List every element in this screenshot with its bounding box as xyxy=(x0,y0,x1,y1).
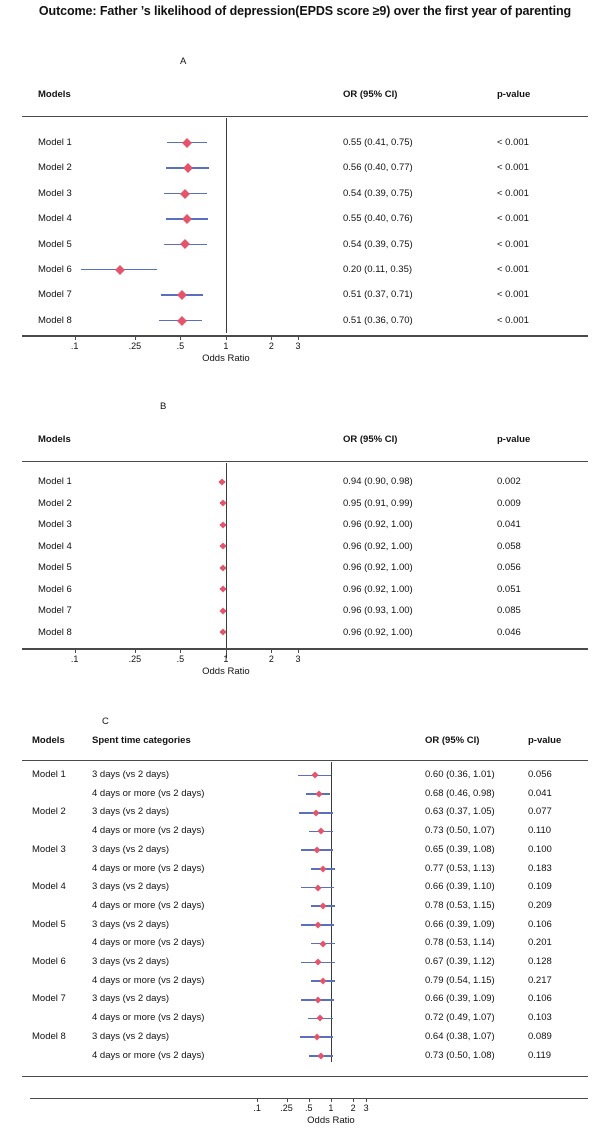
table-row xyxy=(0,308,610,333)
table-row xyxy=(0,471,610,493)
row-or-ci: 0.64 (0.38, 1.07) xyxy=(425,1030,495,1042)
panel-letter: B xyxy=(160,401,167,412)
x-axis-tick xyxy=(271,649,272,653)
row-pvalue: 0.183 xyxy=(528,862,552,874)
bottom-rule xyxy=(22,1076,588,1077)
row-or-ci: 0.56 (0.40, 0.77) xyxy=(343,162,413,174)
table-row xyxy=(0,130,610,155)
row-pvalue: < 0.001 xyxy=(497,137,529,148)
row-pvalue: 0.056 xyxy=(528,769,552,780)
x-axis-tick xyxy=(226,336,227,340)
header-models: Models xyxy=(38,434,71,445)
table-row xyxy=(0,972,610,991)
row-or-ci: 0.95 (0.91, 0.99) xyxy=(343,497,413,509)
x-axis-line xyxy=(22,649,588,650)
x-axis-tick xyxy=(257,1098,258,1102)
row-or-ci: 0.72 (0.49, 1.07) xyxy=(425,1012,495,1024)
row-or-ci: 0.66 (0.39, 1.09) xyxy=(425,993,495,1005)
row-pvalue: 0.077 xyxy=(528,806,552,818)
row-model-label: Model 4 xyxy=(32,881,66,893)
x-axis-tick-label: 3 xyxy=(295,341,301,351)
row-pvalue: < 0.001 xyxy=(497,314,529,326)
table-header-row xyxy=(0,429,610,450)
header-pvalue: p-value xyxy=(497,434,531,445)
row-model-label: Model 3 xyxy=(38,187,72,199)
x-axis-tick-label: .25 xyxy=(128,654,142,664)
table-row xyxy=(0,493,610,515)
row-model-label: Model 4 xyxy=(38,540,72,552)
forest-panel-b xyxy=(0,393,610,708)
row-pvalue: 0.056 xyxy=(497,562,521,573)
row-or-ci: 0.96 (0.92, 1.00) xyxy=(343,583,413,595)
row-category-label: 3 days (vs 2 days) xyxy=(92,806,170,818)
table-row xyxy=(0,206,610,231)
table-row xyxy=(0,514,610,536)
row-pvalue: 0.209 xyxy=(528,899,552,911)
row-model-label: Model 7 xyxy=(38,605,72,616)
row-pvalue: 0.106 xyxy=(528,993,552,1005)
x-axis-tick-label: .1 xyxy=(70,654,79,664)
header-or: OR (95% CI) xyxy=(343,434,398,445)
row-pvalue: 0.109 xyxy=(528,881,552,893)
x-axis-tick xyxy=(271,336,272,340)
row-pvalue: 0.058 xyxy=(497,540,521,552)
row-pvalue: 0.009 xyxy=(497,497,521,509)
row-or-ci: 0.96 (0.93, 1.00) xyxy=(343,605,413,616)
table-row xyxy=(0,282,610,307)
x-axis-tick-label: 2 xyxy=(268,341,274,351)
x-axis-tick xyxy=(180,336,181,340)
row-category-label: 3 days (vs 2 days) xyxy=(92,769,170,780)
x-axis-title: Odds Ratio xyxy=(202,666,250,677)
row-model-label: Model 2 xyxy=(38,497,72,509)
table-row xyxy=(0,579,610,601)
x-axis-tick xyxy=(309,1098,310,1102)
row-or-ci: 0.73 (0.50, 1.08) xyxy=(425,1049,495,1061)
row-category-label: 4 days or more (vs 2 days) xyxy=(92,899,205,911)
row-model-label: Model 8 xyxy=(38,314,72,326)
row-pvalue: 0.103 xyxy=(528,1012,552,1024)
row-or-ci: 0.78 (0.53, 1.15) xyxy=(425,899,495,911)
row-pvalue: < 0.001 xyxy=(497,264,529,275)
row-or-ci: 0.78 (0.53, 1.14) xyxy=(425,937,495,949)
row-or-ci: 0.54 (0.39, 0.75) xyxy=(343,238,413,250)
x-axis-tick-label: .5 xyxy=(176,341,185,351)
row-model-label: Model 8 xyxy=(38,626,72,638)
header-rule xyxy=(22,760,588,761)
row-or-ci: 0.55 (0.41, 0.75) xyxy=(343,137,413,148)
table-row xyxy=(0,155,610,180)
row-category-label: 4 days or more (vs 2 days) xyxy=(92,1049,205,1061)
x-axis-tick-label: .5 xyxy=(304,1103,313,1113)
row-pvalue: 0.051 xyxy=(497,583,521,595)
row-model-label: Model 2 xyxy=(38,162,72,174)
row-category-label: 4 days or more (vs 2 days) xyxy=(92,937,205,949)
x-axis-tick-label: 3 xyxy=(295,654,301,664)
table-row xyxy=(0,1009,610,1028)
row-or-ci: 0.66 (0.39, 1.10) xyxy=(425,881,495,893)
row-pvalue: 0.085 xyxy=(497,605,521,616)
table-row xyxy=(0,934,610,953)
x-axis-tick xyxy=(226,649,227,653)
x-axis-tick-label: .25 xyxy=(128,341,142,351)
row-model-label: Model 5 xyxy=(32,918,66,930)
x-axis-title: Odds Ratio xyxy=(202,353,250,364)
table-header-row xyxy=(0,84,610,105)
row-category-label: 3 days (vs 2 days) xyxy=(92,956,170,967)
row-or-ci: 0.96 (0.92, 1.00) xyxy=(343,562,413,573)
table-row xyxy=(0,622,610,644)
row-model-label: Model 1 xyxy=(38,137,72,148)
panel-letter: A xyxy=(180,56,187,67)
row-category-label: 3 days (vs 2 days) xyxy=(92,843,170,855)
row-or-ci: 0.63 (0.37, 1.05) xyxy=(425,806,495,818)
row-pvalue: 0.106 xyxy=(528,918,552,930)
x-axis-tick-label: 1 xyxy=(223,341,229,351)
row-model-label: Model 1 xyxy=(32,769,66,780)
x-axis-tick xyxy=(287,1098,288,1102)
header-pvalue: p-value xyxy=(497,89,531,100)
header-or: OR (95% CI) xyxy=(343,89,398,100)
row-model-label: Model 3 xyxy=(38,519,72,530)
row-or-ci: 0.65 (0.39, 1.08) xyxy=(425,843,495,855)
x-axis-tick-label: .5 xyxy=(176,654,185,664)
row-category-label: 3 days (vs 2 days) xyxy=(92,881,170,893)
row-or-ci: 0.67 (0.39, 1.12) xyxy=(425,956,495,967)
row-model-label: Model 6 xyxy=(38,583,72,595)
x-axis-tick xyxy=(75,336,76,340)
row-model-label: Model 7 xyxy=(38,289,72,301)
x-axis-tick xyxy=(135,649,136,653)
table-row xyxy=(0,600,610,622)
row-or-ci: 0.66 (0.39, 1.09) xyxy=(425,918,495,930)
row-model-label: Model 6 xyxy=(32,956,66,967)
table-row xyxy=(0,785,610,804)
x-axis-tick xyxy=(331,1098,332,1102)
row-model-label: Model 5 xyxy=(38,238,72,250)
x-axis-line xyxy=(22,336,588,337)
table-header-row xyxy=(0,730,610,751)
row-or-ci: 0.77 (0.53, 1.13) xyxy=(425,862,495,874)
row-category-label: 4 days or more (vs 2 days) xyxy=(92,862,205,874)
row-model-label: Model 4 xyxy=(38,213,72,225)
row-category-label: 4 days or more (vs 2 days) xyxy=(92,787,205,799)
row-or-ci: 0.51 (0.36, 0.70) xyxy=(343,314,413,326)
x-axis-tick-label: .25 xyxy=(280,1103,293,1113)
table-row xyxy=(0,181,610,206)
row-pvalue: < 0.001 xyxy=(497,238,529,250)
row-pvalue: 0.089 xyxy=(528,1030,552,1042)
row-or-ci: 0.79 (0.54, 1.15) xyxy=(425,974,495,986)
row-pvalue: 0.002 xyxy=(497,476,521,487)
header-pvalue: p-value xyxy=(528,735,562,746)
row-pvalue: 0.041 xyxy=(528,787,552,799)
table-row xyxy=(0,557,610,579)
row-or-ci: 0.68 (0.46, 0.98) xyxy=(425,787,495,799)
table-row xyxy=(0,860,610,879)
header-models: Models xyxy=(32,735,65,746)
row-pvalue: < 0.001 xyxy=(497,162,529,174)
x-axis-tick xyxy=(353,1098,354,1102)
row-category-label: 4 days or more (vs 2 days) xyxy=(92,825,205,837)
x-axis-tick xyxy=(366,1098,367,1102)
row-or-ci: 0.20 (0.11, 0.35) xyxy=(343,264,413,275)
row-pvalue: 0.100 xyxy=(528,843,552,855)
row-model-label: Model 7 xyxy=(32,993,66,1005)
panel-letter: C xyxy=(102,716,109,727)
row-category-label: 4 days or more (vs 2 days) xyxy=(92,974,205,986)
x-axis-title: Odds Ratio xyxy=(307,1115,355,1126)
row-or-ci: 0.94 (0.90, 0.98) xyxy=(343,476,413,487)
row-or-ci: 0.96 (0.92, 1.00) xyxy=(343,519,413,530)
x-axis-tick-label: 2 xyxy=(350,1103,356,1113)
x-axis-tick xyxy=(135,336,136,340)
table-row xyxy=(0,897,610,916)
row-or-ci: 0.54 (0.39, 0.75) xyxy=(343,187,413,199)
row-model-label: Model 3 xyxy=(32,843,66,855)
x-axis-tick xyxy=(298,336,299,340)
x-axis-tick xyxy=(75,649,76,653)
row-pvalue: 0.046 xyxy=(497,626,521,638)
table-row xyxy=(0,536,610,558)
row-model-label: Model 2 xyxy=(32,806,66,818)
row-category-label: 3 days (vs 2 days) xyxy=(92,918,170,930)
row-or-ci: 0.51 (0.37, 0.71) xyxy=(343,289,413,301)
header-rule xyxy=(22,116,588,117)
row-category-label: 4 days or more (vs 2 days) xyxy=(92,1012,205,1024)
x-axis-tick-label: .1 xyxy=(70,341,79,351)
row-pvalue: 0.119 xyxy=(528,1049,552,1061)
row-pvalue: 0.217 xyxy=(528,974,552,986)
row-pvalue: < 0.001 xyxy=(497,289,529,301)
x-axis-tick-label: 1 xyxy=(328,1103,334,1113)
header-or: OR (95% CI) xyxy=(425,735,480,746)
figure-title: Outcome: Father ’s likelihood of depression(EPDS score ≥9) over the first year of parenting xyxy=(38,4,572,18)
row-model-label: Model 8 xyxy=(32,1030,66,1042)
header-rule xyxy=(22,461,588,462)
table-row xyxy=(0,232,610,257)
row-category-label: 3 days (vs 2 days) xyxy=(92,1030,170,1042)
header-categories: Spent time categories xyxy=(92,735,191,746)
x-axis-tick-label: 2 xyxy=(268,654,274,664)
row-or-ci: 0.73 (0.50, 1.07) xyxy=(425,825,495,837)
row-or-ci: 0.55 (0.40, 0.76) xyxy=(343,213,413,225)
row-or-ci: 0.60 (0.36, 1.01) xyxy=(425,769,495,780)
forest-panel-a xyxy=(0,48,610,393)
forest-panel-c xyxy=(0,708,610,1143)
row-pvalue: 0.041 xyxy=(497,519,521,530)
row-model-label: Model 6 xyxy=(38,264,72,275)
x-axis-tick xyxy=(180,649,181,653)
x-axis-tick xyxy=(298,649,299,653)
x-axis-tick-label: .1 xyxy=(253,1103,261,1113)
x-axis-tick-label: 3 xyxy=(363,1103,369,1113)
row-or-ci: 0.96 (0.92, 1.00) xyxy=(343,626,413,638)
row-model-label: Model 1 xyxy=(38,476,72,487)
row-pvalue: 0.128 xyxy=(528,956,552,967)
row-pvalue: < 0.001 xyxy=(497,187,529,199)
row-model-label: Model 5 xyxy=(38,562,72,573)
table-row xyxy=(0,1047,610,1066)
row-pvalue: 0.110 xyxy=(528,825,552,837)
row-category-label: 3 days (vs 2 days) xyxy=(92,993,170,1005)
table-row xyxy=(0,822,610,841)
x-axis-tick-label: 1 xyxy=(223,654,229,664)
header-models: Models xyxy=(38,89,71,100)
row-pvalue: < 0.001 xyxy=(497,213,529,225)
row-or-ci: 0.96 (0.92, 1.00) xyxy=(343,540,413,552)
row-pvalue: 0.201 xyxy=(528,937,552,949)
